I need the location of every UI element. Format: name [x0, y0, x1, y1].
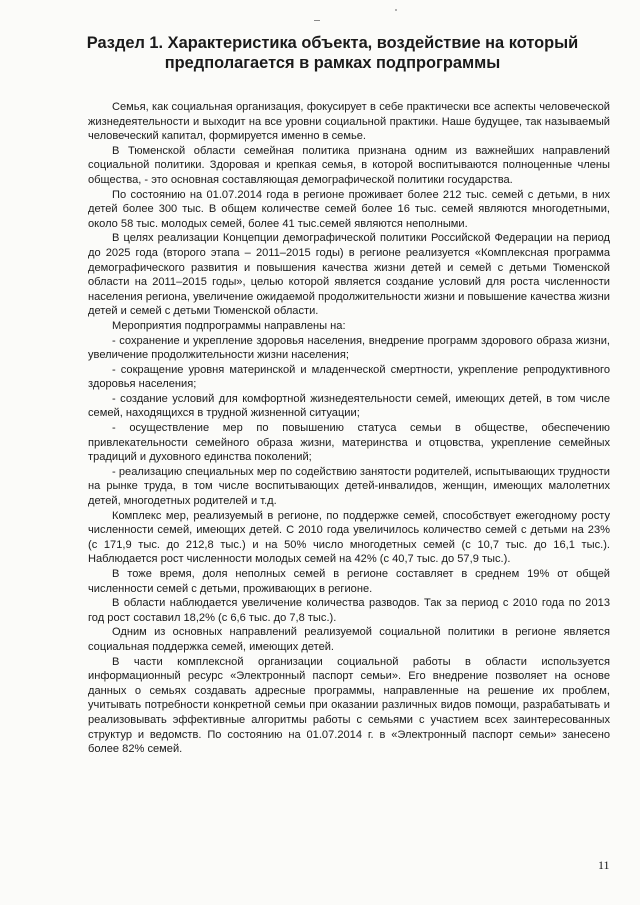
- list-item: - создание условий для комфортной жизнедеятельности семей, имеющих детей, в том числе семей, находящихся в трудной жизненной ситуации;: [88, 392, 610, 420]
- paragraph: В области наблюдается увеличение количества разводов. Так за период с 2010 года по 2013 год рост составил 18,2% (с 6,6 тыс. до 7,8 тыс.).: [88, 597, 610, 624]
- page-number: 11: [598, 858, 610, 872]
- scan-artifact: [395, 9, 397, 11]
- paragraph: Комплекс мер, реализуемый в регионе, по поддержке семей, способствует ежегодному росту численности семей, имеющих детей. С 2010 года увеличилось количество семей с детьми на 23% (с 171,9 тыс. до 212,8 тыс.) и на 50% число многодетных семей (с 10,7 тыс. до 16,1 тыс.). Наблюдается рост численности молодых семей на 42% (с 40,7 тыс. до 57,9 тыс.).: [88, 509, 610, 566]
- paragraph: Семья, как социальная организация, фокусирует в себе практически все аспекты человеческой жизнедеятельности и выходит на все уровни социальной практики. Наше будущее, так называемый человеческий капитал, формируется именно в семье.: [88, 101, 610, 143]
- list-item: - сохранение и укрепление здоровья населения, внедрение программ здорового образа жизни, увеличение продолжительности жизни населения;: [88, 334, 610, 362]
- list-intro: Мероприятия подпрограммы направлены на:: [112, 319, 346, 332]
- list-item: - осуществление мер по повышению статуса семьи в обществе, обеспечению привлекательности семейного образа жизни, материнства и отцовства, укрепление семейных традиций и духовного единства поколений;: [88, 422, 610, 464]
- body-text: [88, 100, 610, 757]
- paragraph: В Тюменской области семейная политика признана одним из важнейших направлений социальной политики. Здоровая и крепкая семья, в которой воспитываются полноценные члены общества, - это основная составляющая демографической политики государства.: [88, 144, 610, 186]
- paragraph: В тоже время, доля неполных семей в регионе составляет в среднем 19% от общей численности семей с детьми, проживающих в регионе.: [88, 568, 610, 595]
- paragraph: В целях реализации Концепции демографической политики Российской Федерации на период до 2025 года (второго этапа – 2011–2015 годы) в регионе реализуется «Комплексная программа демографического развития и повышения качества жизни детей и семей с детьми Тюменской области на 2011–2015 годы», целью которой является создание условий для роста численности населения региона, увеличение ожидаемой продолжительности жизни и повышение качества жизни детей и семей с детьми Тюменской области.: [88, 232, 610, 318]
- list-item: - реализацию специальных мер по содействию занятости родителей, испытывающих трудности на рынке труда, в том числе воспитывающих детей-инвалидов, женщин, имеющих малолетних детей, многодетных родителей и т.д.: [88, 465, 610, 508]
- section-title: Раздел 1. Характеристика объекта, воздействие на который предполагается в рамках подпрограммы: [86, 34, 579, 72]
- list-item: - сокращение уровня материнской и младенческой смертности, укрепление репродуктивного здоровья населения;: [88, 363, 610, 391]
- paragraph: В части комплексной организации социальной работы в области используется информационный ресурс «Электронный паспорт семьи». Его внедрение позволяет на основе данных о семьях создавать адресные программы, направленные на решение их проблем, учитывать потребности конкретной семьи при оказании различных видов помощи, разрабатывать и реализовывать эффективные алгоритмы работы с семьями с участием всех заинтересованных структур и ведомств. По состоянию на 01.07.2014 г. в «Электронный паспорт семьи» занесено более 82% семей.: [88, 655, 610, 756]
- paragraph: По состоянию на 01.07.2014 года в регионе проживает более 212 тыс. семей с детьми, в них детей более 300 тыс. В общем количестве семей более 16 тыс. семей являются многодетными, около 58 тыс. молодых семей, более 41 тыс.семей являются неполными.: [88, 188, 610, 230]
- paragraph: Одним из основных направлений реализуемой социальной политики в регионе является социальная поддержка семей, имеющих детей.: [88, 626, 610, 653]
- scan-artifact: [314, 20, 320, 21]
